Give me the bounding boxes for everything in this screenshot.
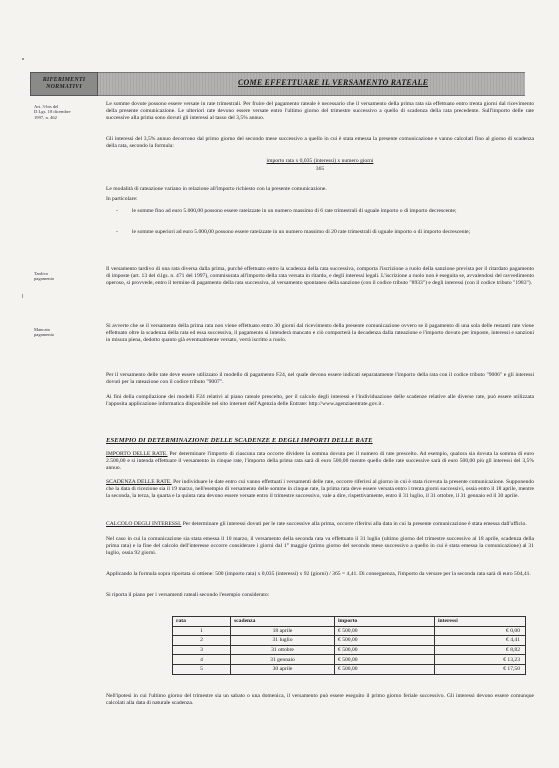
table-cell: 3 [173, 645, 231, 655]
table-header-cell: rata [173, 617, 231, 627]
sidebar-ref-line: 1997, n. 462 [34, 114, 57, 120]
sidebar-ref-line: Art. 3-bis del [34, 104, 59, 109]
paragraph-applicazione: Ai fini della compilazione dei modelli F24 relativi al piano rateale prescelto, per il calcolo degli interessi e l'individuazione delle scadenze relative alle diverse rate, può essere utilizzata l'apposita applicazione informatica disponibile nel sito internet dell'Agenzia delle Entrate: http://www.agenziaentrate.gov.it . [106, 394, 534, 407]
table-header-cell: importo [335, 617, 435, 627]
bullet-item [116, 229, 526, 236]
bullet-dash: - [116, 229, 118, 235]
sidebar-missed-payment [34, 327, 94, 338]
table-cell: 5 [173, 664, 231, 674]
rate-plan-table [172, 616, 526, 675]
paragraph-piano: Si riporta il piano per i versamenti rateali secondo l'esempio considerato: [106, 592, 270, 598]
table-cell: € 13,23 [435, 655, 526, 665]
importo-label: IMPORTO DELLE RATE. [106, 451, 168, 457]
scadenza-label: SCADENZA DELLE RATE. [106, 479, 172, 485]
table-header-cell: interessi [435, 617, 526, 627]
table-row [173, 636, 526, 646]
paragraph-importo-rate [106, 451, 534, 472]
table-cell: 4 [173, 655, 231, 665]
paragraph-mancato: Si avverte che se il versamento della prima rata non viene effettuato entro 30 giorni dal ricevimento della presente comunicazione ovvero se il pagamento di una sola delle restanti rate viene effettuato oltre la scadenza della rata ed essa successiva, il pagamento si intenderà mancato e ciò comporterà la decadenza dalla rateazione e l'importo dovuto per imposte, interessi e sanzioni in misura piena, dedotto quanto già eventualmente versato, verrà iscritto a ruolo. [106, 323, 534, 343]
sidebar-late-payment [34, 271, 94, 282]
table-header-cell: scadenza [231, 617, 335, 627]
table-row [173, 655, 526, 665]
table-cell: 18 aprile [231, 626, 335, 636]
table-cell: € 500,00 [335, 664, 435, 674]
table-cell: € 17,50 [435, 664, 526, 674]
table-cell: € 500,00 [335, 626, 435, 636]
table-cell: € 8,82 [435, 645, 526, 655]
table-cell: 31 ottobre [231, 645, 335, 655]
calcolo-text: Per determinare gli interessi dovuti per le rate successive alla prima, occorre riferirsi alla data in cui la presente comunicazione è stata emessa dall'ufficio. [181, 521, 527, 527]
table-cell: 2 [173, 636, 231, 646]
calcolo-label: CALCOLO DEGLI INTERESSI. [106, 521, 182, 527]
formula-numerator: importo rata x 0,035 (interessi) x numero giorni [266, 158, 374, 164]
table-cell: 1 [173, 626, 231, 636]
table-cell: € 500,00 [335, 645, 435, 655]
table-row [173, 645, 526, 655]
table-row [173, 664, 526, 674]
scan-dot [22, 58, 24, 60]
table-cell: € 0,00 [435, 626, 526, 636]
header-title: COME EFFETTUARE IL VERSAMENTO RATEALE [238, 78, 429, 87]
importo-text: Per determinare l'importo di ciascuna rata occorre dividere la somma dovuta per il numero di rate prescelto. Ad esempio, qualora sia dovuta la somma di euro 2.500,00 e si intenda effettuare il versamento in cinque rate, l'importo della prima rata sarà di euro 500,00 mentre quello delle rate successive sarà di euro 500,00 più gli interessi del 3,5% annuo. [106, 451, 534, 471]
paragraph-in-particolare: In particolare: [106, 196, 138, 202]
header-title-band [98, 72, 525, 96]
sidebar-ref-line: D.Lgs. 18 dicembre [34, 109, 71, 115]
table-cell: € 500,00 [335, 655, 435, 665]
section-header [30, 72, 525, 96]
scan-dot [22, 294, 23, 298]
table-header-row [173, 617, 526, 627]
formula-denominator: 365 [315, 166, 325, 172]
bullet-item [116, 208, 526, 215]
bullet-dash: - [116, 208, 118, 214]
sidebar-tardivo-line: pagamento [34, 276, 55, 282]
table-row [173, 626, 526, 636]
sidebar-tardivo-line: Tardivo [34, 271, 49, 276]
sidebar-mancato-line: pagamento [34, 332, 55, 338]
paragraph-interessi: Gli interessi del 3,5% annuo decorrono dal primo giorno del secondo mese successivo a quello in cui è stata emessa la presente comunicazione e vanno calcolati fino al giorno di scadenza della rata, secondo la formula: [106, 136, 534, 149]
paragraph-applicazione-formula: Applicando la formula sopra riportata si ottiene: 500 (importo rata) x 0,035 (interessi) x 92 (giorni) / 365 = 4,41. Di conseguenza, l'importo da versare per la seconda rata sarà di euro 504,41. [106, 571, 531, 577]
bullet-text: le somme superiori ad euro 5.000,00 possono essere rateizzate in un numero massimo di 20 rate trimestrali di uguale importo o di importo decrescente; [132, 229, 471, 235]
table-cell: 30 aprile [231, 664, 335, 674]
bullet-text: le somme fino ad euro 5.000,00 possono essere rateizzate in un numero massimo di 6 rate trimestrali di uguale importo o di importo decrescente; [132, 208, 457, 214]
scadenza-text: Per individuare le date entro cui vanno effettuati i versamenti delle rate, occorre riferirsi al giorno in cui è stata ricevuta la presente comunicazione. Supponendo che la data di ricezione sia il 19 marzo, nell'esempio di versamento delle somme in cinque rate, la prima rata deve essere versata entro i trenta giorni successivi, ossia entro il 18 aprile, mentre la seconda, la terza, la quarta e la quinta rata devono essere versate entro il trimestre successivo, vale a dire, rispettivamente, entro il 31 luglio, il 31 ottobre, il 31 gennaio ed il 30 aprile. [106, 479, 534, 499]
table-cell: € 500,00 [335, 636, 435, 646]
paragraph-caso-esempio: Nel caso in cui la comunicazione sia stata emessa il 10 marzo, il versamento della seconda rata va effettuato il 31 luglio (ultimo giorno del trimestre successivo al 18 aprile, scadenza della prima rata) e la fine del calcolo dell'interesse occorre considerare i giorni dal 1° maggio (primo giorno del secondo mese successivo a quello in cui è stata emessa la comunicazione) al 31 luglio, ossia 92 giorni. [106, 536, 534, 556]
sidebar-legal-reference [34, 104, 94, 120]
header-label-line1: RIFERIMENTI [42, 77, 86, 83]
sidebar-mancato-line: Mancato [34, 327, 51, 332]
paragraph-modalita: Le modalità di rateazione variano in relazione all'importo richiesto con la presente comunicazione. [106, 186, 327, 192]
example-section-title: ESEMPIO DI DETERMINAZIONE DELLE SCADENZE E DEGLI IMPORTI DELLE RATE [106, 437, 373, 444]
paragraph-scadenza-rate [106, 479, 534, 500]
table-cell: 31 luglio [231, 636, 335, 646]
header-label-box [30, 72, 98, 96]
paragraph-rate-trimestrali: Le somme dovute possono essere versate in rate trimestrali. Per fruire del pagamento rateale è necessario che il versamento della prima rata sia effettuato entro trenta giorni dal ricevimento della presente comunicazione. Le ulteriori rate devono essere versate entro l'ultimo giorno del trimestre successivo a quello di scadenza della rata precedente. Sull'importo delle rate successive alla prima sono dovuti gli interessi al tasso del 3,5% annuo. [106, 101, 534, 121]
paragraph-tardivo: Il versamento tardivo di una rata diversa dalla prima, purché effettuato entro la scadenza della rata successiva, comporta l'iscrizione a ruolo della sanzione prevista per il ritardato pagamento di imposte (art. 13 del d.lgs. n. 471 del 1997), commisurata all'importo della rata versata in ritardo, e degli interessi legali. L'iscrizione a ruolo non è eseguita se, avvalendosi del ravvedimento operoso, si provvede, entro il termine di pagamento della rata successiva, al versamento spontaneo della sanzione (con il codice tributo "8933") e degli interessi (con il codice tributo "1983"). [106, 266, 534, 286]
table-cell: € 4,41 [435, 636, 526, 646]
paragraph-calcolo-interessi [106, 521, 534, 528]
paragraph-f24: Per il versamento delle rate deve essere utilizzato il modello di pagamento F24, nel quale devono essere indicati separatamente l'importo della rata con il codice tributo "9006" e gli interessi dovuti per la rateazione con il codice tributo "9007". [106, 372, 534, 385]
header-label-line2: NORMATIVI [46, 84, 82, 90]
table-cell: 31 gennaio [231, 655, 335, 665]
paragraph-ipotesi-festivo: Nell'ipotesi in cui l'ultimo giorno del trimestre sia un sabato o una domenica, il versamento può essere eseguito il primo giorno feriale successivo. Gli interessi devono essere comunque calcolati alla data di naturale scadenza. [106, 693, 534, 706]
